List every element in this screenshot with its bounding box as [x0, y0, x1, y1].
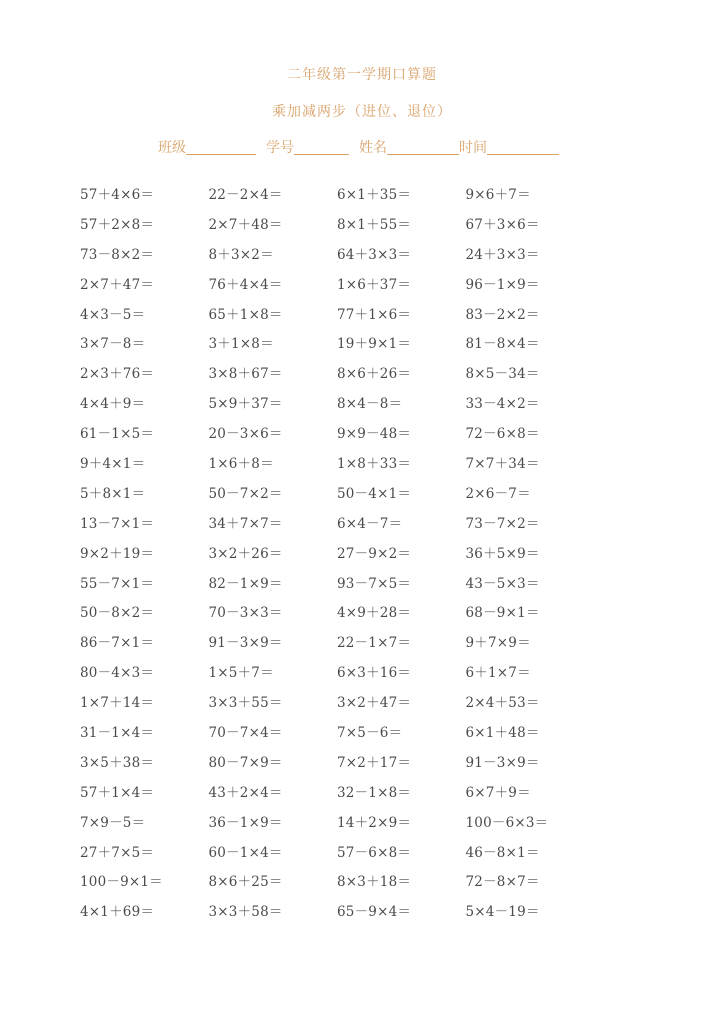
problem-item: 3×3＋58＝ [208, 904, 283, 921]
problem-item: 93－7×5＝ [337, 575, 412, 592]
problem-item: 13－7×1＝ [80, 515, 155, 532]
problem-item: 8×6＋25＝ [208, 874, 283, 891]
problem-item: 2×3＋76＝ [80, 366, 155, 383]
problem-item: 9＋7×9＝ [465, 635, 531, 652]
problem-row [80, 238, 594, 268]
problem-row [80, 537, 594, 567]
problem-item: 8×6＋26＝ [337, 366, 412, 383]
problem-item: 14＋2×9＝ [337, 814, 412, 831]
problem-item: 6＋1×7＝ [465, 665, 531, 682]
problem-item: 50－4×1＝ [337, 485, 412, 502]
problem-item: 19＋9×1＝ [337, 336, 412, 353]
problem-item: 33－4×2＝ [465, 396, 540, 413]
problem-row [80, 776, 594, 806]
problem-row [80, 507, 594, 537]
problem-item: 3×8＋67＝ [208, 366, 283, 383]
problem-row [80, 387, 594, 417]
problem-item: 2×6－7＝ [465, 485, 531, 502]
problem-item: 60－1×4＝ [208, 844, 283, 861]
problem-item: 24＋3×3＝ [465, 246, 540, 263]
problem-item: 82－1×9＝ [208, 575, 283, 592]
problem-item: 50－7×2＝ [208, 485, 283, 502]
name-blank-line [387, 140, 459, 155]
problem-item: 3＋1×8＝ [208, 336, 274, 353]
problem-item: 27＋7×5＝ [80, 844, 155, 861]
problem-item: 46－8×1＝ [465, 844, 540, 861]
problem-item: 6×3＋16＝ [337, 665, 412, 682]
problem-item: 6×1＋35＝ [337, 186, 412, 203]
problem-item: 7×9－5＝ [80, 814, 146, 831]
problem-item: 91－3×9＝ [208, 635, 283, 652]
problem-item: 72－6×8＝ [465, 426, 540, 443]
problem-item: 4×1＋69＝ [80, 904, 155, 921]
problem-row [80, 716, 594, 746]
problem-row [80, 596, 594, 626]
problem-item: 22－2×4＝ [208, 186, 283, 203]
problem-item: 65－9×4＝ [337, 904, 412, 921]
problem-item: 1×6＋37＝ [337, 276, 412, 293]
problem-item: 67＋3×6＝ [465, 216, 540, 233]
problem-item: 6×4－7＝ [337, 515, 403, 532]
time-blank-line [487, 140, 559, 155]
problem-item: 8×1＋55＝ [337, 216, 412, 233]
student-number-label: 学号 [266, 140, 294, 156]
problem-item: 1×7＋14＝ [80, 695, 155, 712]
problem-item: 8×4－8＝ [337, 396, 403, 413]
problem-item: 76＋4×4＝ [208, 276, 283, 293]
problem-item: 9＋4×1＝ [80, 455, 146, 472]
problem-row [80, 567, 594, 597]
problem-item: 9×2＋19＝ [80, 545, 155, 562]
problem-item: 3×3＋55＝ [208, 695, 283, 712]
problem-item: 36＋5×9＝ [465, 545, 540, 562]
problem-item: 7×7＋34＝ [465, 455, 540, 472]
problem-item: 6×7＋9＝ [465, 784, 531, 801]
problem-item: 100－6×3＝ [465, 814, 549, 831]
problem-row [80, 865, 594, 895]
problem-item: 57－6×8＝ [337, 844, 412, 861]
class-field [158, 137, 256, 157]
problem-item: 3×7－8＝ [80, 336, 146, 353]
problem-row [80, 656, 594, 686]
problem-item: 1×5＋7＝ [208, 665, 274, 682]
problem-item: 6×1＋48＝ [465, 724, 540, 741]
problem-item: 9×6＋7＝ [465, 186, 531, 203]
problem-row [80, 626, 594, 656]
class-blank-line [186, 140, 256, 155]
problem-row [80, 746, 594, 776]
problem-row [80, 836, 594, 866]
problem-row [80, 178, 594, 208]
problem-item: 1×6＋8＝ [208, 455, 274, 472]
problem-item: 4×9＋28＝ [337, 605, 412, 622]
problem-item: 8＋3×2＝ [208, 246, 274, 263]
worksheet-title: 二年级第一学期口算题 [287, 67, 437, 83]
time-label: 时间 [459, 140, 487, 156]
problem-item: 68－9×1＝ [465, 605, 540, 622]
problem-item: 2×4＋53＝ [465, 695, 540, 712]
student-number-field [266, 137, 349, 157]
problem-item: 70－7×4＝ [208, 724, 283, 741]
problem-item: 77＋1×6＝ [337, 306, 412, 323]
problem-item: 80－4×3＝ [80, 665, 155, 682]
problem-item: 100－9×1＝ [80, 874, 163, 891]
problem-item: 27－9×2＝ [337, 545, 412, 562]
problem-item: 2×7＋47＝ [80, 276, 155, 293]
problem-row [80, 806, 594, 836]
time-field [459, 137, 559, 157]
problem-item: 61－1×5＝ [80, 426, 155, 443]
problem-item: 57＋2×8＝ [80, 216, 155, 233]
problem-item: 65＋1×8＝ [208, 306, 283, 323]
problem-item: 43＋2×4＝ [208, 784, 283, 801]
problem-row [80, 417, 594, 447]
problem-item: 34＋7×7＝ [208, 515, 283, 532]
problem-item: 81－8×4＝ [465, 336, 540, 353]
problem-item: 2×7＋48＝ [208, 216, 283, 233]
problem-item: 32－1×8＝ [337, 784, 412, 801]
problem-row [80, 327, 594, 357]
problem-item: 7×2＋17＝ [337, 754, 412, 771]
problem-row [80, 268, 594, 298]
problem-row [80, 298, 594, 328]
problem-item: 8×5－34＝ [465, 366, 540, 383]
problem-item: 64＋3×3＝ [337, 246, 412, 263]
problem-grid [80, 178, 594, 925]
problem-row [80, 895, 594, 925]
problem-item: 3×2＋47＝ [337, 695, 412, 712]
problem-item: 55－7×1＝ [80, 575, 155, 592]
problem-item: 57＋4×6＝ [80, 186, 155, 203]
problem-item: 96－1×9＝ [465, 276, 540, 293]
problem-item: 80－7×9＝ [208, 754, 283, 771]
problem-row [80, 447, 594, 477]
problem-item: 86－7×1＝ [80, 635, 155, 652]
problem-item: 22－1×7＝ [337, 635, 412, 652]
problem-item: 3×2＋26＝ [208, 545, 283, 562]
problem-item: 83－2×2＝ [465, 306, 540, 323]
problem-item: 7×5－6＝ [337, 724, 403, 741]
class-label: 班级 [158, 140, 186, 156]
problem-item: 4×4＋9＝ [80, 396, 146, 413]
problem-item: 70－3×3＝ [208, 605, 283, 622]
problem-item: 4×3－5＝ [80, 306, 146, 323]
problem-item: 5×4－19＝ [465, 904, 540, 921]
student-number-blank-line [294, 140, 349, 155]
problem-item: 43－5×3＝ [465, 575, 540, 592]
problem-item: 72－8×7＝ [465, 874, 540, 891]
problem-item: 5＋8×1＝ [80, 485, 146, 502]
student-info-row [158, 137, 578, 157]
worksheet-subtitle: 乘加减两步（进位、退位） [272, 104, 452, 120]
problem-row [80, 357, 594, 387]
problem-row [80, 477, 594, 507]
problem-item: 57＋1×4＝ [80, 784, 155, 801]
problem-item: 31－1×4＝ [80, 724, 155, 741]
problem-item: 8×3＋18＝ [337, 874, 412, 891]
problem-item: 73－8×2＝ [80, 246, 155, 263]
problem-item: 50－8×2＝ [80, 605, 155, 622]
problem-item: 73－7×2＝ [465, 515, 540, 532]
problem-row [80, 208, 594, 238]
problem-row [80, 686, 594, 716]
problem-item: 3×5＋38＝ [80, 754, 155, 771]
problem-item: 1×8＋33＝ [337, 455, 412, 472]
problem-item: 20－3×6＝ [208, 426, 283, 443]
name-field [359, 137, 459, 157]
problem-item: 36－1×9＝ [208, 814, 283, 831]
name-label: 姓名 [359, 140, 387, 156]
problem-item: 5×9＋37＝ [208, 396, 283, 413]
problem-item: 91－3×9＝ [465, 754, 540, 771]
problem-item: 9×9－48＝ [337, 426, 412, 443]
